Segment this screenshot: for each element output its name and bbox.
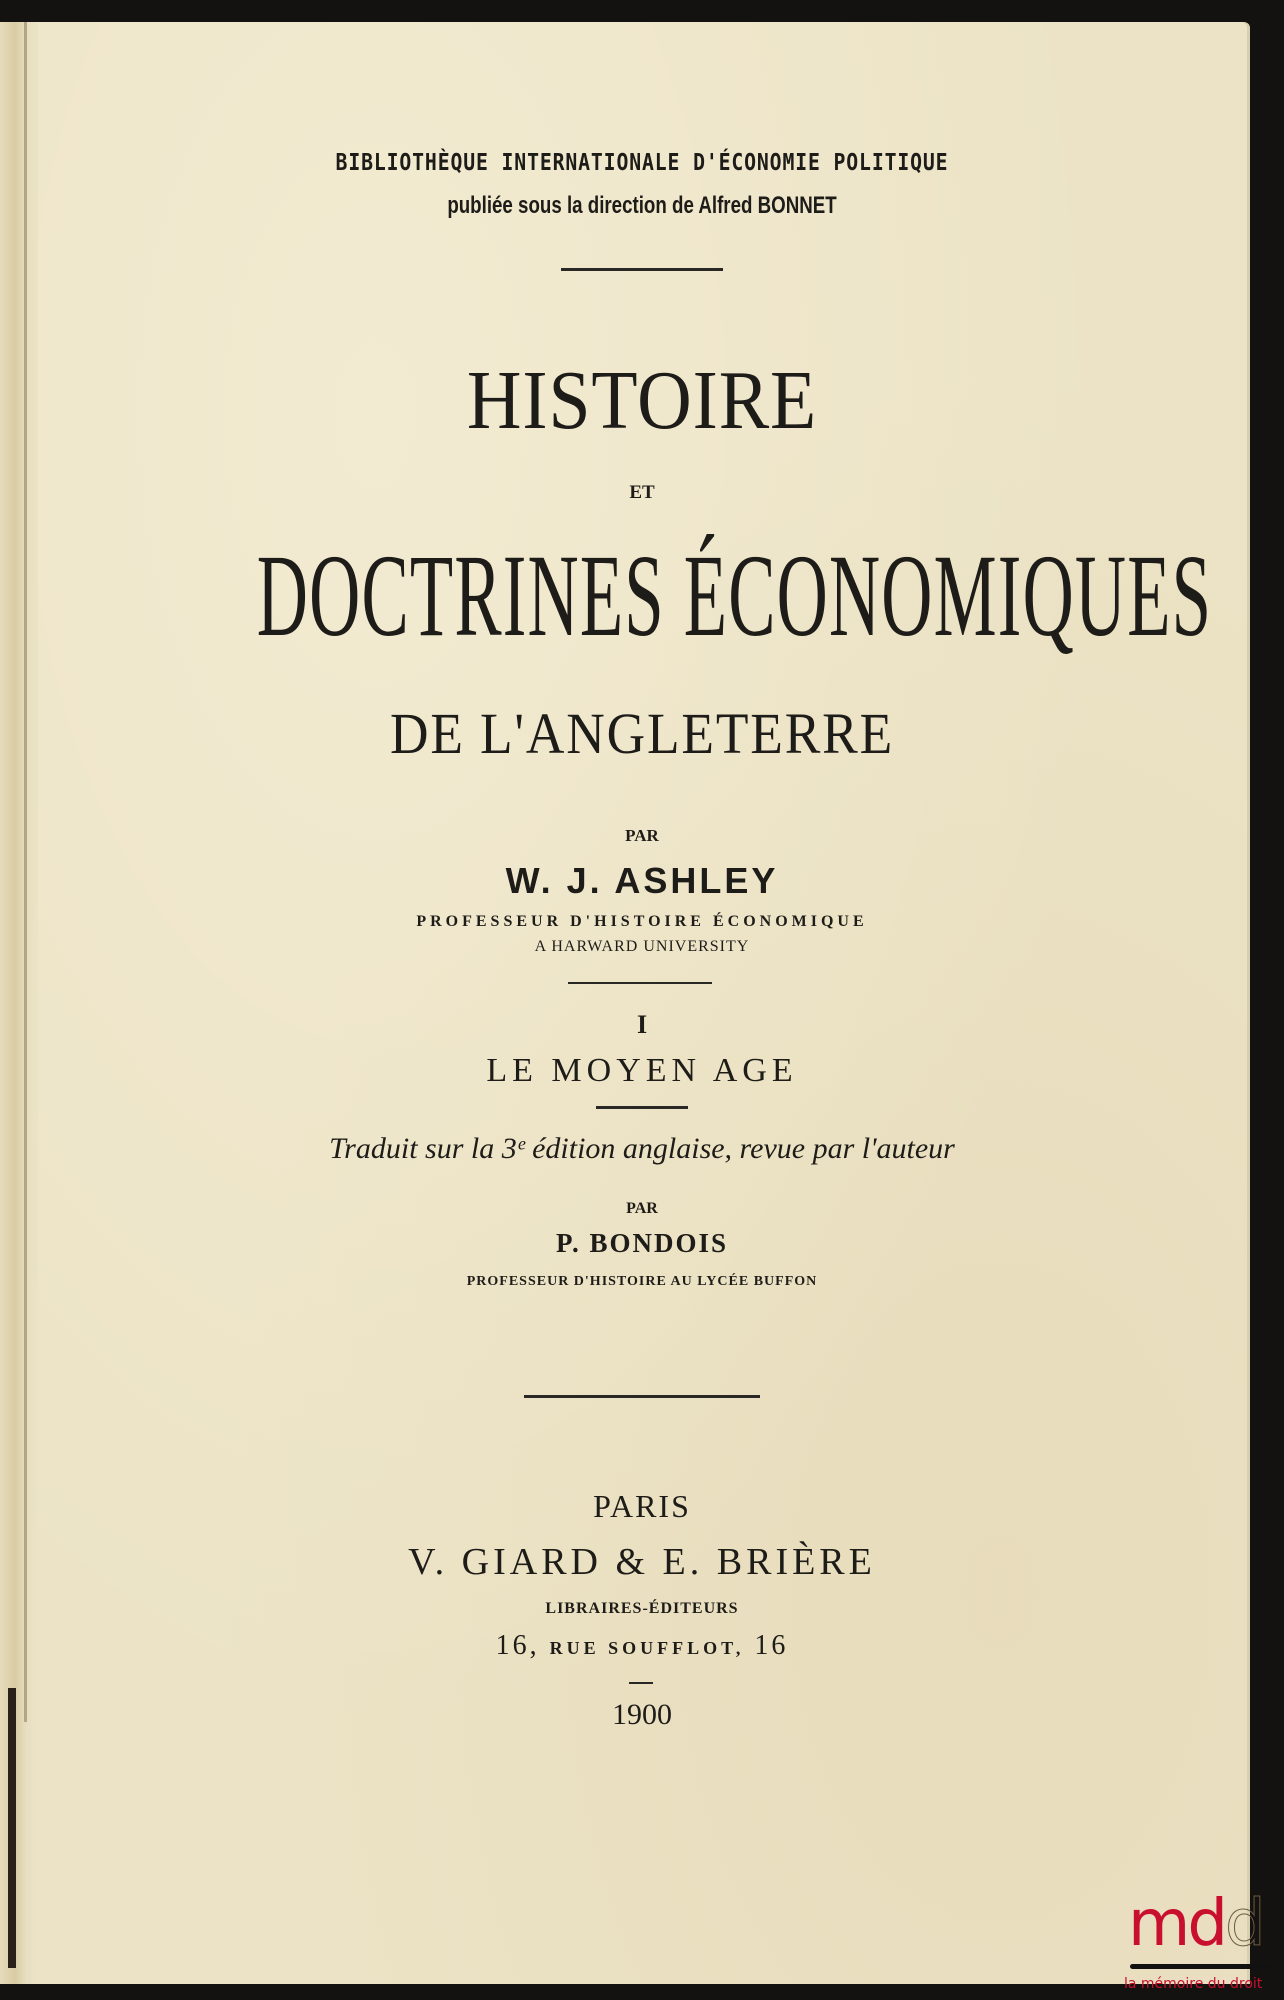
volume-number: I bbox=[636, 1010, 648, 1039]
divider-rule bbox=[596, 1106, 688, 1109]
imprint-publisher: V. GIARD & E. BRIÈRE bbox=[408, 1541, 876, 1583]
series-director: publiée sous la direction de Alfred BONNET bbox=[447, 192, 837, 219]
logo-bar bbox=[1130, 1964, 1270, 1969]
imprint-year: 1900 bbox=[612, 1698, 672, 1731]
divider-rule bbox=[524, 1395, 760, 1398]
address-number: 16, bbox=[495, 1630, 540, 1661]
title-line-3: DE L'ANGLETERRE bbox=[389, 701, 895, 766]
logo-text: la mémoire du droit bbox=[1124, 1976, 1263, 1992]
title-conjunction: ET bbox=[629, 482, 655, 503]
author-title-line-2: A HARWARD UNIVERSITY bbox=[534, 938, 750, 955]
address-street: RUE SOUFFLOT, bbox=[549, 1638, 745, 1658]
book-spine bbox=[0, 22, 38, 1984]
address-number: 16 bbox=[754, 1630, 789, 1661]
title-page bbox=[0, 22, 1250, 1984]
translator-name: P. BONDOIS bbox=[555, 1228, 729, 1258]
mdd-logo-icon: mdd bbox=[1128, 1887, 1263, 1961]
author-title-line-1: PROFESSEUR D'HISTOIRE ÉCONOMIQUE bbox=[416, 913, 868, 930]
divider-dash bbox=[629, 1682, 653, 1684]
divider-rule bbox=[561, 268, 723, 271]
volume-name: LE MOYEN AGE bbox=[486, 1052, 798, 1089]
title-line-2: DOCTRINES ÉCONOMIQUES bbox=[256, 530, 1213, 661]
mdd-watermark-logo bbox=[1124, 1887, 1284, 2000]
series-collection: BIBLIOTHÈQUE INTERNATIONALE D'ÉCONOMIE POLITIQUE bbox=[335, 150, 949, 176]
imprint-address bbox=[0, 1630, 1284, 1662]
author-by: PAR bbox=[625, 826, 659, 845]
imprint-role: LIBRAIRES-ÉDITEURS bbox=[545, 1600, 739, 1617]
translator-title: PROFESSEUR D'HISTOIRE AU LYCÉE BUFFON bbox=[466, 1274, 818, 1289]
translation-note: Traduit sur la 3ᵉ édition anglaise, revue par l'auteur bbox=[329, 1132, 955, 1165]
translator-by: PAR bbox=[626, 1200, 658, 1217]
title-line-1: HISTOIRE bbox=[466, 354, 818, 447]
author-name: W. J. ASHLEY bbox=[505, 860, 779, 901]
divider-rule bbox=[568, 982, 712, 984]
imprint-city: PARIS bbox=[593, 1488, 691, 1524]
